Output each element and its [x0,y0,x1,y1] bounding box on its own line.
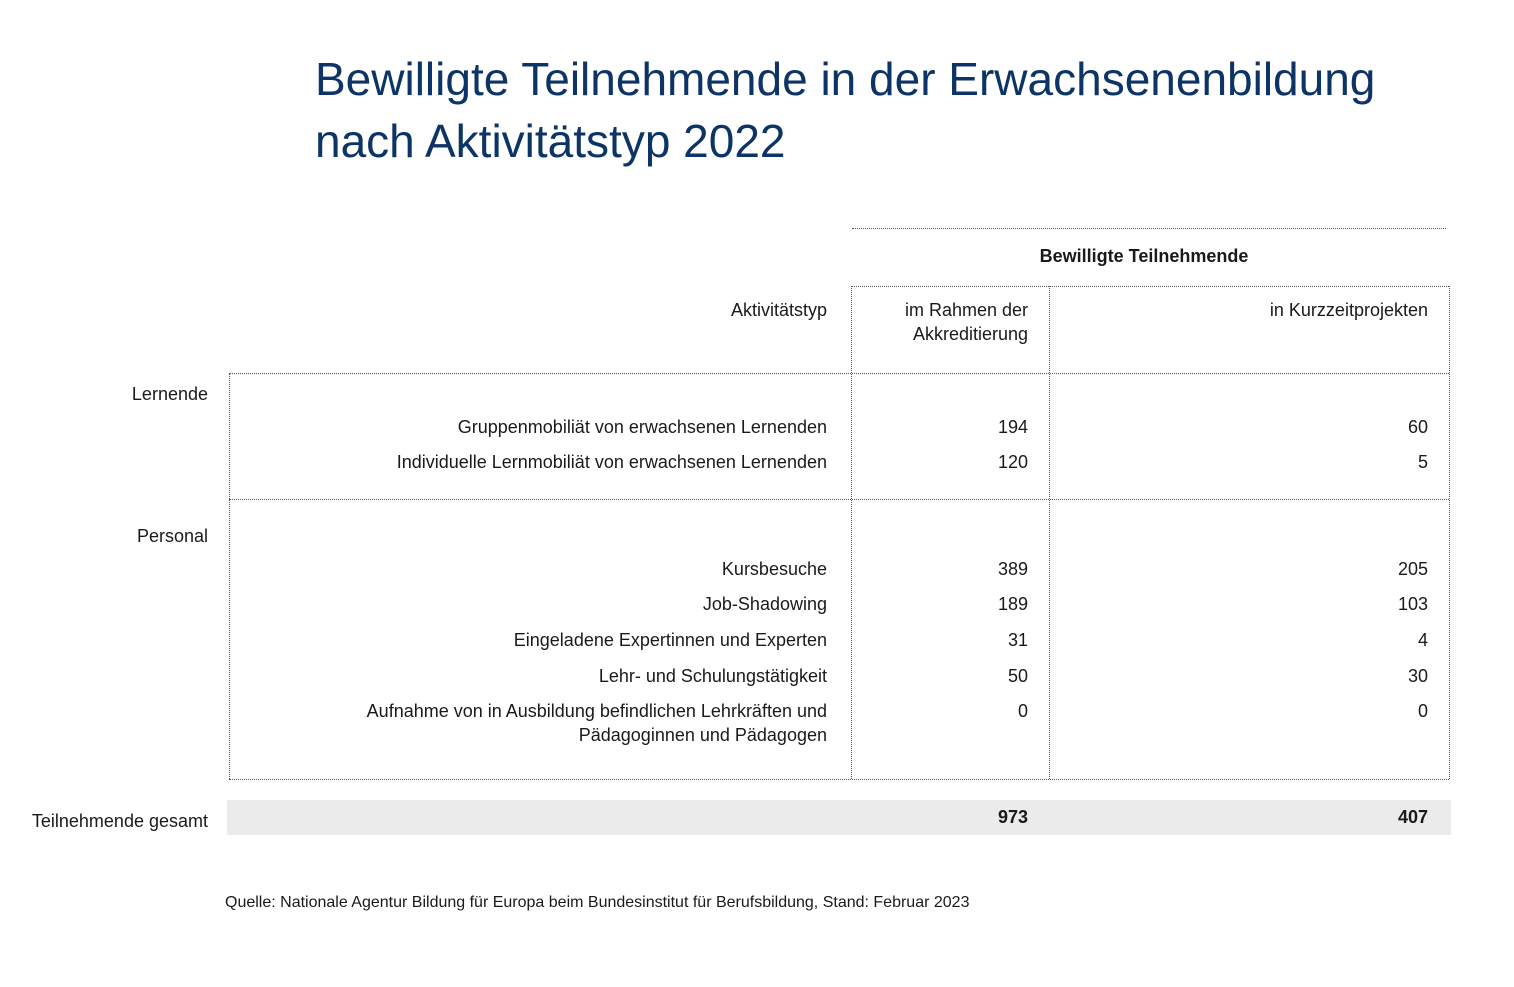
group-label-lernende: Lernende [131,384,208,404]
table-row-label-line-2: Pädagoginnen und Pädagogen [578,725,827,745]
source-note: Quelle: Nationale Agentur Bildung für Europa beim Bundesinstitut für Berufsbildung, Stand: Februar 2023 [225,894,970,911]
column-divider-right [1449,286,1450,779]
table-row-label: Job-Shadowing [702,594,827,614]
group-label-personal: Personal [136,526,208,546]
table-cell-short-term: 0 [1417,701,1428,721]
title-line-2: nach Aktivitätstyp 2022 [315,115,786,167]
column-header-accreditation-line-2: Akkreditierung [912,324,1028,344]
table-cell-accreditation: 31 [1007,630,1028,650]
table-cell-accreditation: 120 [997,452,1028,472]
table-cell-short-term: 4 [1417,630,1428,650]
column-header-short-term: in Kurzzeitprojekten [1269,300,1428,320]
header-top-rule [852,228,1446,229]
table-row-label: Individuelle Lernmobiliät von erwachsenen Lernenden [396,452,827,472]
page-title [315,48,1465,172]
table-row-label: Eingeladene Expertinnen und Experten [513,630,827,650]
table-row-label: Gruppenmobiliät von erwachsenen Lernenden [457,417,827,437]
table-cell-short-term: 5 [1417,452,1428,472]
table-cell-accreditation: 0 [1017,701,1028,721]
body-left-border [229,373,230,779]
table-cell-short-term: 30 [1407,666,1428,686]
total-accreditation: 973 [997,807,1028,827]
row-header: Aktivitätstyp [730,300,827,320]
body-bottom-rule [229,779,1449,780]
group-header: Bewilligte Teilnehmende [1039,246,1249,266]
table-cell-accreditation: 389 [997,559,1028,579]
table-row-label [240,699,827,747]
body-top-rule [229,373,1449,374]
total-label: Teilnehmende gesamt [31,811,208,831]
table-row-label: Lehr- und Schulungstätigkeit [598,666,827,686]
title-line-1: Bewilligte Teilnehmende in der Erwachsenenbildung [315,53,1376,105]
column-header-accreditation-line-1: im Rahmen der [904,300,1028,320]
table-cell-accreditation: 189 [997,594,1028,614]
table-cell-accreditation: 194 [997,417,1028,437]
group-separator-rule [229,499,1449,500]
column-header-top-rule [851,286,1449,287]
table-cell-short-term: 103 [1397,594,1428,614]
column-divider-middle [1049,286,1050,779]
column-divider-left [851,286,852,779]
table-cell-short-term: 60 [1407,417,1428,437]
table-row-label-line-1: Aufnahme von in Ausbildung befindlichen Lehrkräften und [366,701,827,721]
table-cell-accreditation: 50 [1007,666,1028,686]
total-short-term: 407 [1397,807,1428,827]
table-row-label: Kursbesuche [721,559,827,579]
column-header-accreditation [860,298,1028,346]
table-cell-short-term: 205 [1397,559,1428,579]
